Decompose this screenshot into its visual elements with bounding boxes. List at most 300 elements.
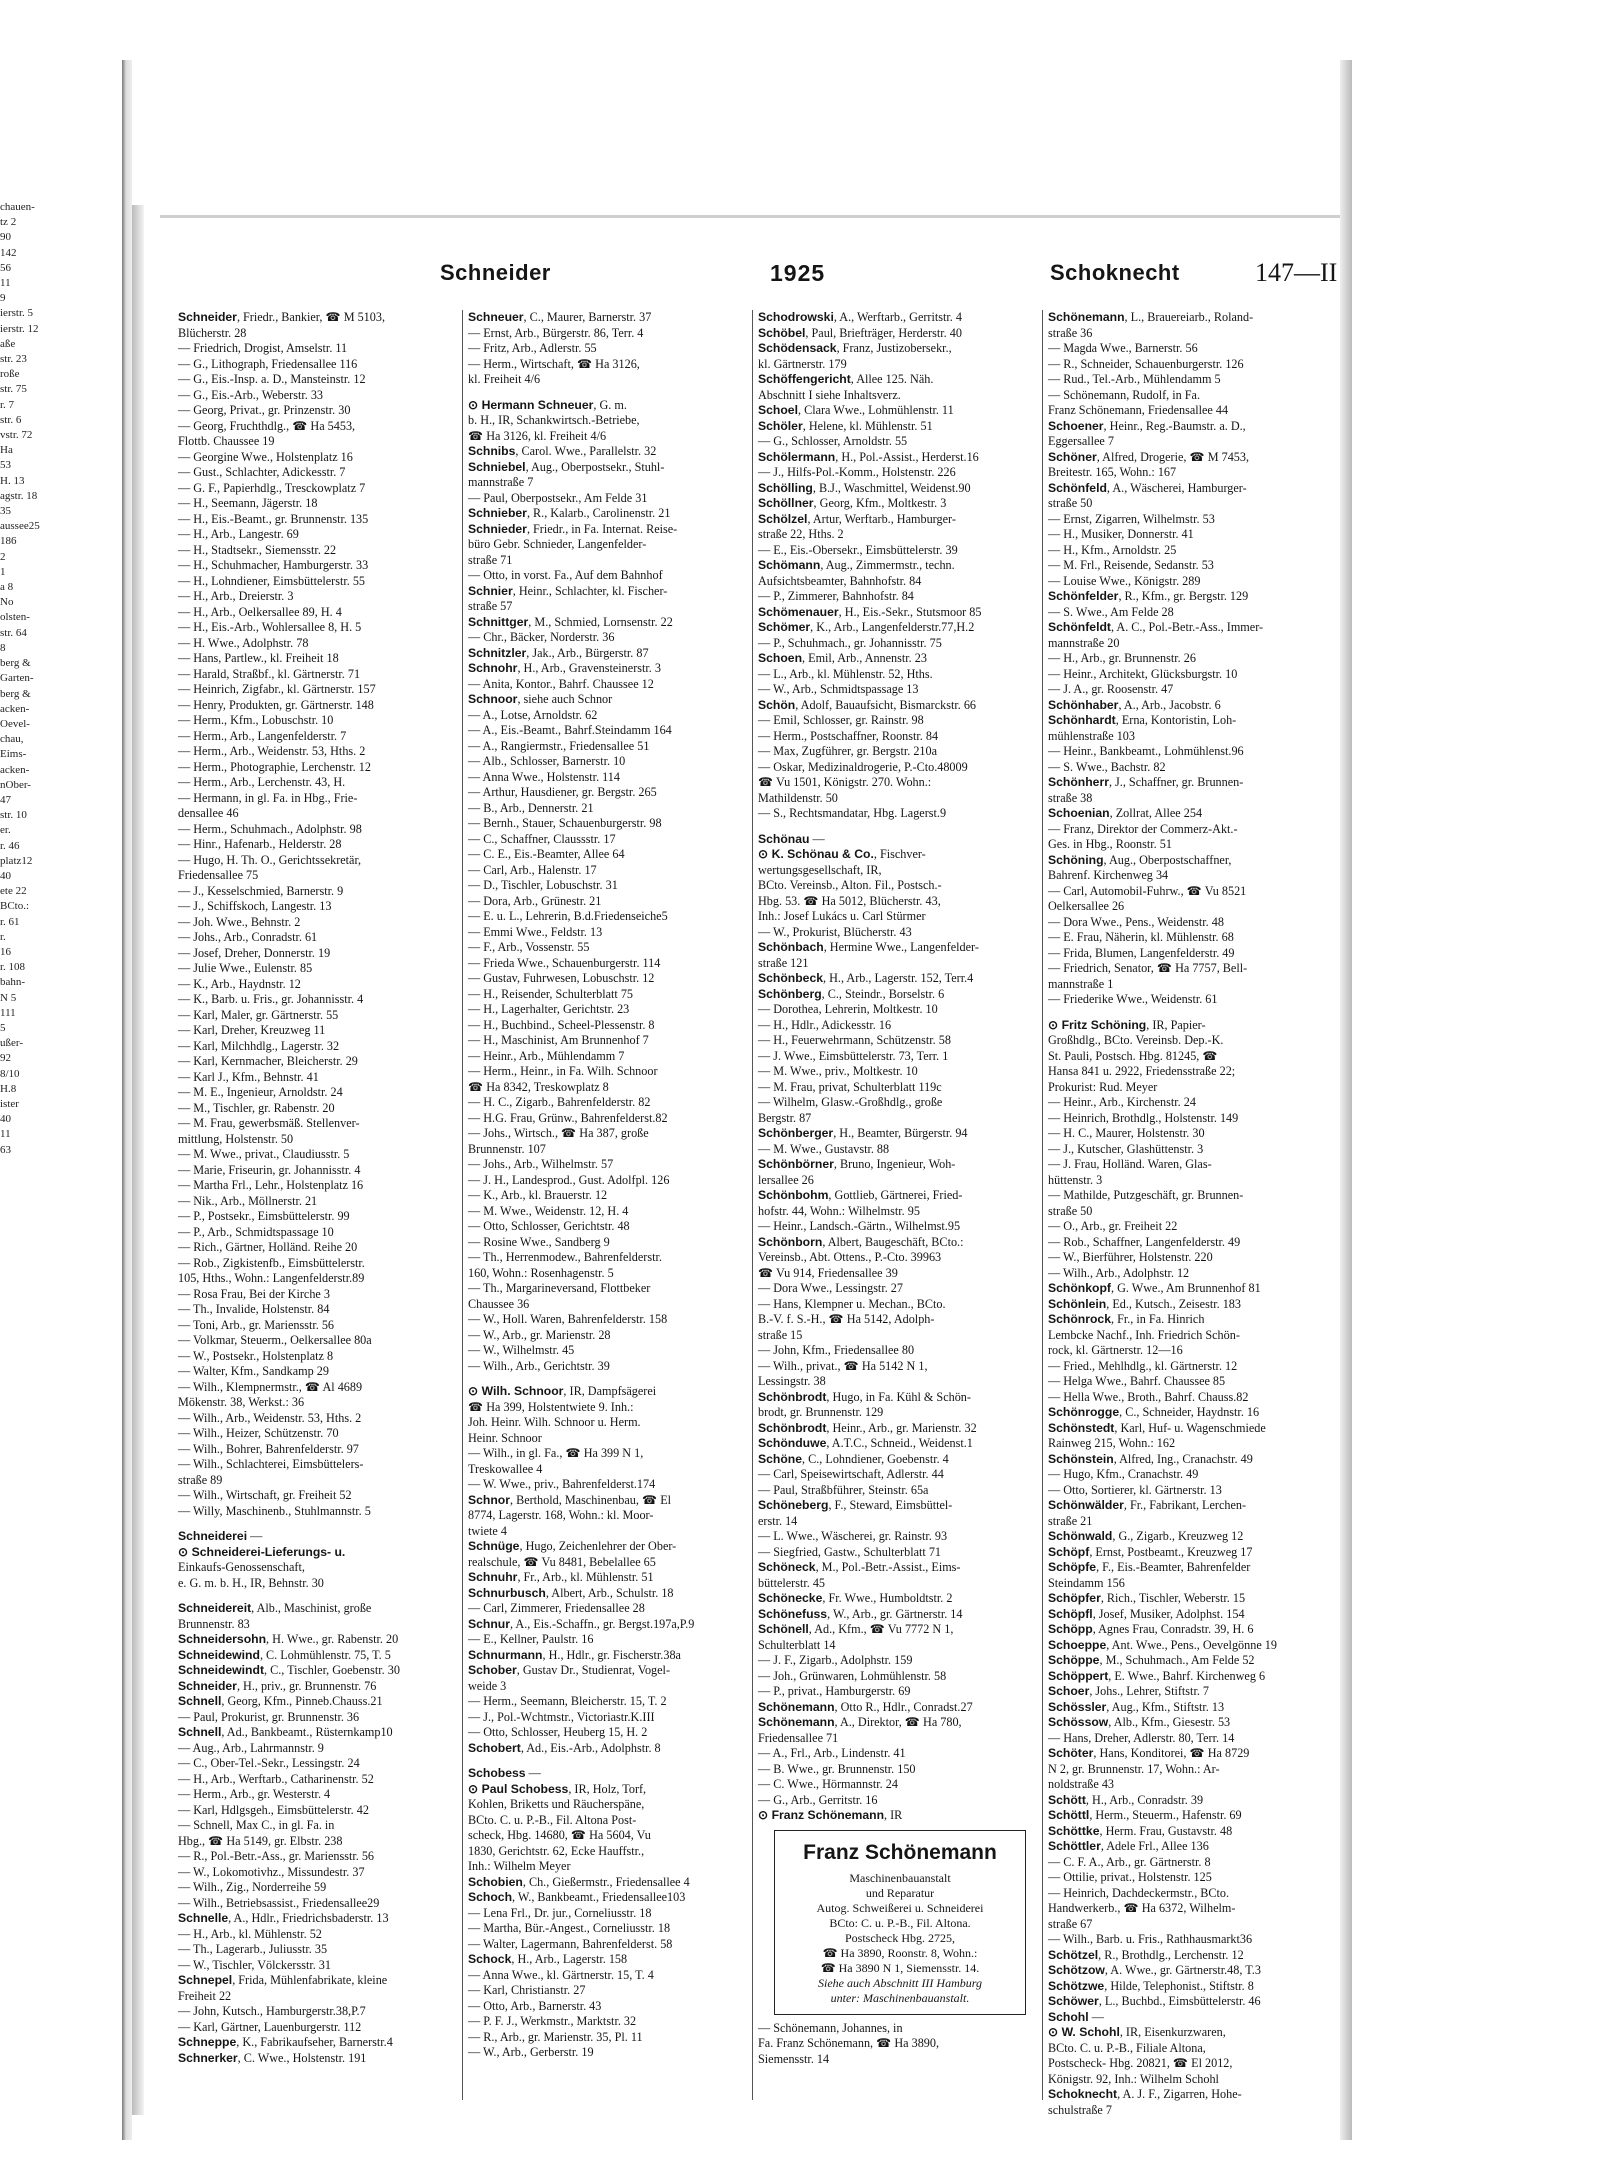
directory-entry: noldstraße 43: [1048, 1777, 1115, 1791]
directory-entry: Schnurmann, H., Hdlr., gr. Fischerstr.38a: [468, 1647, 681, 1662]
directory-entry: — Hugo, H. Th. O., Gerichtssekretär,: [178, 852, 362, 867]
directory-entry: — H., Lagerhalter, Gerichtstr. 23: [468, 1002, 630, 1016]
directory-entry: Abschnitt I siehe Inhaltsverz.: [758, 387, 901, 402]
directory-entry: — Gust., Schlachter, Adickesstr. 7: [178, 465, 346, 479]
directory-entry: schulstraße 7: [1048, 2102, 1112, 2117]
directory-entry: ☎ Ha 399, Holstentwiete 9. Inh.:: [468, 1399, 634, 1414]
prev-page-line: Garten-: [0, 672, 34, 685]
directory-entry: — Wilh., Zig., Norderreihe 59: [178, 1880, 327, 1894]
directory-entry: — M. E., Ingenieur, Arnoldstr. 24: [178, 1085, 343, 1099]
directory-entry: — H., Eis.-Beamt., gr. Brunnenstr. 135: [178, 511, 369, 526]
directory-entry: — W., Holl. Waren, Bahrenfelderstr. 158: [468, 1312, 668, 1326]
directory-entry: — B., Arb., Dennerstr. 21: [468, 800, 594, 815]
directory-entry: Schober, Gustav Dr., Studienrat, Vogel-: [468, 1663, 670, 1677]
directory-entry: — G., Schlosser, Arnoldstr. 55: [758, 434, 908, 448]
directory-entry: — O., Arb., gr. Freiheit 22: [1048, 1219, 1178, 1233]
directory-entry: — Wilh., Betriebsassist., Friedensallee29: [178, 1895, 380, 1910]
directory-entry: — John, Kfm., Friedensallee 80: [758, 1343, 915, 1357]
directory-entry: — H., Arb., Werftarb., Catharinenstr. 52: [178, 1771, 374, 1786]
directory-entry: — Franz, Direktor der Commerz-Akt.-: [1048, 821, 1238, 836]
column-divider: [1042, 310, 1043, 2100]
directory-entry: wertungsgesellschaft, IR,: [758, 862, 882, 877]
directory-entry: Mökenstr. 38, Werkst.: 36: [178, 1395, 305, 1409]
directory-entry: — Volkmar, Steuerm., Oelkersallee 80a: [178, 1333, 372, 1347]
directory-entry: weide 3: [468, 1678, 507, 1693]
directory-entry: — F., Arb., Vossenstr. 55: [468, 940, 590, 954]
directory-entry: — H., Buchbind., Scheel-Plessenstr. 8: [468, 1017, 655, 1032]
directory-entry: — Herm., Seemann, Bleicherstr. 15, T. 2: [468, 1694, 667, 1708]
directory-entry: ⊙ Hermann Schneuer, G. m.: [468, 397, 627, 412]
directory-entry: — Aug., Arb., Lahrmannstr. 9: [178, 1740, 324, 1755]
prev-page-line: 53: [0, 459, 11, 472]
prev-page-line: platz12: [0, 854, 33, 867]
directory-entry: — Nik., Arb., Möllnerstr. 21: [178, 1193, 318, 1208]
prev-page-line: tz 2: [0, 216, 17, 229]
directory-entry: — Julie Wwe., Eulenstr. 85: [178, 961, 313, 975]
directory-entry: twiete 4: [468, 1523, 507, 1538]
directory-entry: — Friederike Wwe., Weidenstr. 61: [1048, 992, 1218, 1006]
directory-entry: erstr. 14: [758, 1513, 798, 1528]
advertisement-line: Postscheck Hbg. 2725,: [845, 1930, 955, 1945]
directory-entry: Schönbrodt, Heinr., Arb., gr. Marienstr. 32: [758, 1420, 977, 1435]
directory-entry: — Wilh., Arb., Gerichtstr. 39: [468, 1358, 610, 1373]
directory-entry: Schodrowski, A., Werftarb., Gerritstr. 4: [758, 310, 962, 324]
entry-gap: [758, 822, 1036, 832]
directory-entry: — Anna Wwe., Holstenstr. 114: [468, 769, 620, 784]
directory-entry: mannstraße 1: [1048, 976, 1114, 991]
directory-entry: ⊙ K. Schönau & Co., Fischver-: [758, 847, 926, 861]
directory-entry: — Joh. Wwe., Behnstr. 2: [178, 914, 301, 929]
prev-page-line: 63: [0, 1143, 11, 1156]
directory-entry: straße 15: [758, 1327, 803, 1342]
directory-entry: — Emil, Schlosser, gr. Rainstr. 98: [758, 713, 924, 727]
prev-page-line: 56: [0, 261, 11, 274]
directory-entry: — H., Kfm., Arnoldstr. 25: [1048, 542, 1177, 557]
directory-entry: — Karl, Kernmacher, Bleicherstr. 29: [178, 1054, 358, 1068]
directory-entry: Schneidereit, Alb., Maschinist, große: [178, 1601, 372, 1615]
directory-entry: Bergstr. 87: [758, 1110, 812, 1125]
directory-entry: Schönhaber, A., Arb., Jacobstr. 6: [1048, 697, 1221, 712]
directory-entry: — Otto, in vorst. Fa., Auf dem Bahnhof: [468, 568, 663, 582]
directory-entry: — Herm., Arb., Lerchenstr. 43, H.: [178, 775, 346, 789]
directory-entry: — J., Hilfs-Pol.-Komm., Holstenstr. 226: [758, 465, 956, 479]
directory-entry: 160, Wohn.: Rosenhagenstr. 5: [468, 1265, 614, 1280]
directory-entry: — Ernst, Arb., Bürgerstr. 86, Terr. 4: [468, 325, 644, 340]
directory-entry: — Karl, Milchhdlg., Lagerstr. 32: [178, 1038, 340, 1053]
directory-entry: — G., Arb., Gerritstr. 16: [758, 1792, 878, 1807]
directory-entry: Schöpfl, Josef, Musiker, Adolphst. 154: [1048, 1606, 1245, 1621]
directory-entry: Schulterblatt 14: [758, 1637, 836, 1652]
prev-page-line: vstr. 72: [0, 429, 33, 442]
directory-entry: — Carl, Arb., Halenstr. 17: [468, 862, 597, 877]
directory-entry: Handwerkerb., ☎ Ha 6372, Wilhelm-: [1048, 1901, 1236, 1915]
advertisement-line: Siehe auch Abschnitt III Hamburg: [818, 1975, 982, 1990]
directory-entry: — Th., Invalide, Holstenstr. 84: [178, 1302, 330, 1316]
directory-entry: Prokurist: Rud. Meyer: [1048, 1079, 1158, 1094]
column-3: [758, 310, 1036, 2100]
directory-entry: — M. Wwe., Weidenstr. 12, H. 4: [468, 1203, 629, 1218]
column-2: [468, 310, 746, 2100]
directory-entry: Friedensallee 75: [178, 868, 259, 882]
directory-entry: straße 121: [758, 955, 809, 970]
directory-entry: Schöneck, M., Pol.-Betr.-Assist., Eims-: [758, 1560, 961, 1574]
directory-entry: — Heinr., Arb., Kirchenstr. 24: [1048, 1095, 1196, 1109]
prev-page-line: N 5: [0, 991, 17, 1004]
directory-entry: ⊙ Schneiderei-Lieferungs- u.: [178, 1544, 346, 1559]
directory-entry: — Karl, Christianstr. 27: [468, 1983, 586, 1997]
directory-entry: — W., Bierführer, Holstenstr. 220: [1048, 1250, 1213, 1264]
directory-entry: Schöttl, Herm., Steuerm., Hafenstr. 69: [1048, 1808, 1242, 1822]
entry-gap: [1048, 1008, 1326, 1018]
directory-entry: straße 21: [1048, 1513, 1093, 1528]
directory-entry: — Bernh., Stauer, Schauenburgerstr. 98: [468, 816, 662, 830]
directory-entry: e. G. m. b. H., IR, Behnstr. 30: [178, 1575, 324, 1590]
directory-entry: Bahrenf. Kirchenweg 34: [1048, 868, 1169, 882]
directory-entry: Schock, H., Arb., Lagerstr. 158: [468, 1952, 628, 1966]
previous-page-fragment: [0, 200, 122, 2160]
prev-page-line: 90: [0, 231, 11, 244]
directory-entry: hüttenstr. 3: [1048, 1172, 1103, 1187]
directory-entry: — J. Wwe., Eimsbüttelerstr. 73, Terr. 1: [758, 1048, 949, 1063]
directory-entry: Schönkopf, G. Wwe., Am Brunnenhof 81: [1048, 1281, 1261, 1295]
directory-entry: Schöttler, Adele Frl., Allee 136: [1048, 1839, 1209, 1853]
advertisement-line: BCto: C. u. P.-B., Fil. Altona.: [829, 1915, 971, 1930]
directory-entry: Joh. Heinr. Wilh. Schnoor u. Herm.: [468, 1415, 641, 1429]
directory-entry: — G., Eis.-Insp. a. D., Mansteinstr. 12: [178, 372, 366, 386]
directory-entry: Brunnenstr. 107: [468, 1141, 546, 1156]
directory-entry: — Hans, Dreher, Adlerstr. 80, Terr. 14: [1048, 1730, 1235, 1745]
directory-entry: — H., Reisender, Schulterblatt 75: [468, 986, 634, 1001]
directory-entry: Schneider, Friedr., Bankier, ☎ M 5103,: [178, 310, 386, 324]
directory-entry: — Rud., Tel.-Arb., Mühlendamm 5: [1048, 372, 1221, 386]
directory-entry: — B. Wwe., gr. Brunnenstr. 150: [758, 1761, 916, 1776]
directory-entry: — Th., Lagerarb., Juliusstr. 35: [178, 1942, 328, 1956]
directory-entry: — Dora, Arb., Grünestr. 21: [468, 893, 602, 908]
directory-columns: [178, 310, 1338, 2117]
directory-entry: Schönfelder, R., Kfm., gr. Bergstr. 129: [1048, 589, 1249, 603]
directory-entry: Rainweg 215, Wohn.: 162: [1048, 1436, 1176, 1450]
directory-entry: — Carl, Zimmerer, Friedensallee 28: [468, 1601, 645, 1615]
directory-entry: Schöner, Alfred, Drogerie, ☎ M 7453,: [1048, 449, 1250, 464]
directory-entry: Hbg. 53. ☎ Ha 5012, Blücherstr. 43,: [758, 893, 941, 908]
directory-entry: — Oskar, Medizinaldrogerie, P.-Cto.48009: [758, 759, 968, 774]
directory-entry: Schötzwe, Hilde, Telephonist., Stiftstr. 8: [1048, 1978, 1254, 1993]
column-4: [1048, 310, 1326, 2117]
directory-entry: Schönemann, L., Brauereiarb., Roland-: [1048, 310, 1254, 324]
prev-page-line: No: [0, 596, 14, 609]
entry-gap: [468, 1374, 746, 1384]
directory-entry: Schönwälder, Fr., Fabrikant, Lerchen-: [1048, 1498, 1247, 1512]
directory-entry: rock, kl. Gärtnerstr. 12—16: [1048, 1343, 1183, 1357]
prev-page-line: str. 6: [0, 413, 22, 426]
directory-entry: Schönbörner, Bruno, Ingenieur, Woh-: [758, 1157, 956, 1171]
directory-entry: Schoknecht, A. J. F., Zigarren, Hohe-: [1048, 2087, 1242, 2101]
directory-entry: densallee 46: [178, 806, 239, 820]
directory-entry: 105, Hths., Wohn.: Langenfelderstr.89: [178, 1271, 365, 1285]
directory-entry: — A., Frl., Arb., Lindenstr. 41: [758, 1746, 906, 1760]
directory-entry: Schnitzler, Jak., Arb., Bürgerstr. 87: [468, 645, 649, 660]
directory-entry: Schobert, Ad., Eis.-Arb., Adolphstr. 8: [468, 1740, 661, 1755]
directory-entry: — Karl, Hdlgsgeh., Eimsbüttelerstr. 42: [178, 1802, 369, 1817]
directory-entry: — W., Arb., Gerberstr. 19: [468, 2045, 594, 2059]
directory-entry: brodt, gr. Brunnenstr. 129: [758, 1405, 884, 1419]
directory-entry: Schohl —: [1048, 2009, 1104, 2024]
advertisement-title: Franz Schönemann: [803, 1840, 997, 1864]
directory-entry: — Fritz, Arb., Adlerstr. 55: [468, 341, 597, 355]
directory-entry: Schöpfer, Rich., Tischler, Weberstr. 15: [1048, 1591, 1246, 1605]
page-edge-right: [1340, 60, 1352, 2140]
header-page-number: 147—II: [1255, 258, 1338, 287]
column-divider: [462, 310, 463, 2100]
directory-entry: — J. A., gr. Roosenstr. 47: [1048, 682, 1174, 696]
directory-entry: Schössler, Aug., Kfm., Stiftstr. 13: [1048, 1699, 1225, 1714]
directory-entry: — R., Schneider, Schauenburgerstr. 126: [1048, 356, 1244, 371]
directory-entry: Schöpfe, F., Eis.-Beamter, Bahrenfelder: [1048, 1560, 1251, 1574]
directory-entry: Ges. in Hbg., Roonstr. 51: [1048, 837, 1172, 851]
directory-entry: — W., Lokomotivhz., Missundestr. 37: [178, 1864, 365, 1879]
directory-entry: — Martha Frl., Lehr., Holstenplatz 16: [178, 1178, 364, 1192]
prev-page-line: Ha: [0, 444, 13, 457]
directory-entry: — M. Wwe., priv., Moltkestr. 10: [758, 1064, 918, 1078]
directory-entry: — D., Tischler, Lobuschstr. 31: [468, 878, 618, 892]
directory-entry: Schönrogge, C., Schneider, Haydnstr. 16: [1048, 1405, 1260, 1419]
directory-entry: Schönberger, H., Beamter, Bürgerstr. 94: [758, 1126, 968, 1140]
directory-entry: — Johs., Arb., Wilhelmstr. 57: [468, 1157, 614, 1171]
directory-entry: Schoch, W., Bankbeamt., Friedensallee103: [468, 1890, 686, 1904]
directory-entry: — A., Rangiermstr., Friedensallee 51: [468, 738, 650, 753]
directory-entry: — W., Tischler, Völckersstr. 31: [178, 1957, 331, 1972]
directory-entry: mannstraße 20: [1048, 635, 1120, 650]
directory-page: [160, 215, 1340, 2128]
directory-entry: Siemensstr. 14: [758, 2051, 830, 2066]
advertisement-box: [774, 1830, 1026, 2015]
directory-entry: Schoel, Clara Wwe., Lohmühlenstr. 11: [758, 403, 954, 417]
directory-entry: Schneider, H., priv., gr. Brunnenstr. 76: [178, 1678, 377, 1693]
advertisement-line: Maschinenbauanstalt: [849, 1870, 951, 1885]
directory-entry: — Hans, Partlew., kl. Freiheit 18: [178, 651, 339, 665]
directory-entry: — Th., Margarineversand, Flottbeker: [468, 1281, 651, 1295]
directory-entry: — Magda Wwe., Barnerstr. 56: [1048, 341, 1198, 355]
advertisement-line: Autog. Schweißerei u. Schneiderei: [816, 1900, 984, 1915]
directory-entry: — Hugo, Kfm., Cranachstr. 49: [1048, 1467, 1199, 1481]
directory-entry: — J., Kutscher, Glashüttenstr. 3: [1048, 1141, 1204, 1156]
directory-entry: — Herm., Kfm., Lobuschstr. 10: [178, 713, 334, 727]
directory-entry: Schnier, Heinr., Schlachter, kl. Fischer-: [468, 583, 668, 598]
directory-entry: Schöppert, E. Wwe., Bahrf. Kirchenweg 6: [1048, 1668, 1266, 1683]
directory-entry: — H., Eis.-Arb., Wohlersallee 8, H. 5: [178, 620, 362, 634]
directory-entry: Schönefuss, W., Arb., gr. Gärtnerstr. 14: [758, 1606, 963, 1621]
directory-entry: — H., Arb., Oelkersallee 89, H. 4: [178, 604, 342, 619]
directory-entry: ☎ Vu 1501, Königstr. 270. Wohn.:: [758, 775, 932, 789]
directory-entry: Schömer, K., Arb., Langenfelderstr.77,H.2: [758, 620, 975, 634]
prev-page-line: 111: [0, 1006, 16, 1019]
directory-entry: — Wilh., privat., ☎ Ha 5142 N 1,: [758, 1358, 928, 1373]
directory-entry: straße 36: [1048, 325, 1093, 340]
directory-entry: Fa. Franz Schönemann, ☎ Ha 3890,: [758, 2036, 940, 2050]
directory-entry: Schöneberg, F., Steward, Eimsbüttel-: [758, 1498, 953, 1512]
directory-entry: — Herm., Postschaffner, Roonstr. 84: [758, 728, 939, 743]
directory-entry: Schötzel, R., Brothdlg., Lerchenstr. 12: [1048, 1947, 1244, 1962]
directory-entry: — Ernst, Zigarren, Wilhelmstr. 53: [1048, 511, 1215, 526]
directory-entry: — Wilh., Bohrer, Bahrenfelderstr. 97: [178, 1441, 359, 1456]
directory-entry: — Carl, Speisewirtschaft, Adlerstr. 44: [758, 1467, 944, 1481]
directory-entry: — Georgine Wwe., Holstenplatz 16: [178, 449, 353, 464]
directory-entry: Schöpf, Ernst, Postbeamt., Kreuzweg 17: [1048, 1544, 1253, 1559]
directory-entry: — Heinrich, Zigfabr., kl. Gärtnerstr. 157: [178, 682, 376, 696]
prev-page-line: 9: [0, 292, 6, 305]
directory-entry: Brunnenstr. 83: [178, 1616, 250, 1631]
directory-entry: — Herm., Arb., Weidenstr. 53, Hths. 2: [178, 744, 366, 758]
advertisement-line: ☎ Ha 3890 N 1, Siemensstr. 14.: [820, 1960, 980, 1975]
directory-entry: — Wilh., Arb., Adolphstr. 12: [1048, 1265, 1190, 1280]
directory-entry: — Karl, Gärtner, Lauenburgerstr. 112: [178, 2019, 362, 2034]
directory-entry: Schneidewindt, C., Tischler, Goebenstr. 30: [178, 1663, 400, 1677]
advertisement-line: unter: Maschinenbauanstalt.: [830, 1990, 970, 2005]
prev-page-line: bahn-: [0, 976, 26, 989]
directory-entry: — C. F. A., Arb., gr. Gärtnerstr. 8: [1048, 1854, 1211, 1869]
directory-entry: Mathildenstr. 50: [758, 790, 838, 805]
directory-entry: Schöllner, Georg, Kfm., Moltkestr. 3: [758, 496, 947, 510]
directory-entry: — Otto, Arb., Barnerstr. 43: [468, 1998, 602, 2013]
directory-entry: Franz Schönemann, Friedensallee 44: [1048, 403, 1229, 417]
directory-entry: Schöne, C., Lohndiener, Goebenstr. 4: [758, 1451, 949, 1466]
directory-entry: — Friedrich, Drogist, Amselstr. 11: [178, 341, 348, 355]
directory-entry: — Carl, Automobil-Fuhrw., ☎ Vu 8521: [1048, 883, 1247, 898]
directory-entry: Friedensallee 71: [758, 1730, 839, 1745]
directory-entry: 8774, Lagerstr. 168, Wohn.: kl. Moor-: [468, 1508, 654, 1522]
directory-entry: — W., Prokurist, Blücherstr. 43: [758, 924, 912, 939]
directory-entry: — Frieda Wwe., Schauenburgerstr. 114: [468, 955, 661, 970]
directory-entry: — C., Ober-Tel.-Sekr., Lessingstr. 24: [178, 1756, 360, 1770]
directory-entry: — Karl, Maler, gr. Gärtnerstr. 55: [178, 1007, 339, 1022]
directory-entry: — M. Wwe., privat., Claudiusstr. 5: [178, 1147, 350, 1161]
prev-page-line: 16: [0, 945, 11, 958]
directory-entry: Schnelle, A., Hdlr., Friedrichsbaderstr. 13: [178, 1911, 389, 1925]
directory-entry: Schömann, Aug., Zimmermstr., techn.: [758, 558, 955, 572]
directory-entry: — P., Schuhmach., gr. Johannisstr. 75: [758, 635, 942, 650]
directory-entry: — Henry, Produkten, gr. Gärtnerstr. 148: [178, 697, 374, 712]
directory-entry: — Herm., Photographie, Lerchenstr. 12: [178, 759, 371, 774]
directory-entry: — H., Hdlr., Adickesstr. 16: [758, 1017, 892, 1032]
directory-entry: kl. Gärtnerstr. 179: [758, 356, 847, 371]
directory-entry: — Joh., Grünwaren, Lohmühlenstr. 58: [758, 1668, 947, 1683]
directory-entry: Schöning, Aug., Oberpostschaffner,: [1048, 852, 1232, 867]
directory-entry: — Wilh., Arb., Weidenstr. 53, Hths. 2: [178, 1410, 362, 1425]
header-year: 1925: [770, 260, 826, 286]
directory-entry: Schölzel, Artur, Werftarb., Hamburger-: [758, 511, 956, 526]
directory-entry: — J. F., Zigarb., Adolphstr. 159: [758, 1653, 913, 1667]
directory-entry: Königstr. 92, Inh.: Wilhelm Schohl: [1048, 2071, 1219, 2086]
directory-entry: — M., Tischler, gr. Rabenstr. 20: [178, 1100, 335, 1115]
directory-entry: — Heinrich, Dachdeckermstr., BCto.: [1048, 1885, 1230, 1900]
directory-entry: — Harald, Straßbf., kl. Gärtnerstr. 71: [178, 666, 361, 681]
directory-entry: Schöttke, Herm. Frau, Gustavstr. 48: [1048, 1823, 1233, 1838]
directory-entry: — Georg, Privat., gr. Prinzenstr. 30: [178, 403, 351, 417]
directory-entry: — John, Kutsch., Hamburgerstr.38,P.7: [178, 2004, 366, 2018]
directory-entry: Schönecke, Fr. Wwe., Humboldtstr. 2: [758, 1591, 953, 1605]
directory-entry: BCto. C. u. P.-B., Filiale Altona,: [1048, 2040, 1206, 2055]
directory-entry: straße 57: [468, 599, 513, 613]
directory-entry: — G., Eis.-Arb., Weberstr. 33: [178, 387, 324, 402]
directory-entry: — A., Lotse, Arnoldstr. 62: [468, 707, 598, 722]
directory-entry: — Mathilde, Putzgeschäft, gr. Brunnen-: [1048, 1188, 1244, 1202]
directory-entry: Aufsichtsbeamter, Bahnhofstr. 84: [758, 573, 922, 588]
directory-entry: — Schönemann, Johannes, in: [758, 2020, 903, 2035]
directory-entry: — Rich., Gärtner, Holländ. Reihe 20: [178, 1240, 358, 1254]
prev-page-line: roße: [0, 368, 20, 381]
directory-entry: Chaussee 36: [468, 1296, 530, 1311]
book-gutter: [122, 60, 132, 2140]
directory-entry: Schoener, Heinr., Reg.-Baumstr. a. D.,: [1048, 418, 1246, 433]
directory-entry: — Heinrich, Brothdlg., Holstenstr. 149: [1048, 1110, 1239, 1125]
directory-entry: ⊙ Franz Schönemann, IR: [758, 1808, 903, 1822]
directory-entry: — Wilhelm, Glasw.-Großhdlg., große: [758, 1095, 943, 1109]
directory-entry: realschule, ☎ Vu 8481, Bebelallee 65: [468, 1554, 656, 1569]
prev-page-line: 186: [0, 535, 17, 548]
directory-entry: Schönrock, Fr., in Fa. Hinrich: [1048, 1312, 1205, 1326]
prev-page-line: r. 61: [0, 915, 20, 928]
directory-entry: — Herm., Arb., gr. Westerstr. 4: [178, 1787, 331, 1801]
directory-entry: ⊙ Paul Schobess, IR, Holz, Torf,: [468, 1781, 647, 1796]
directory-entry: Lessingstr. 38: [758, 1374, 826, 1388]
directory-entry: Schnohr, H., Arb., Gravensteinerstr. 3: [468, 661, 661, 675]
directory-entry: Schnor, Berthold, Maschinenbau, ☎ El: [468, 1492, 672, 1507]
directory-entry: — Louise Wwe., Königstr. 289: [1048, 573, 1201, 588]
prev-page-line: aße: [0, 337, 16, 350]
directory-entry: — W., Postsekr., Holstenplatz 8: [178, 1348, 334, 1363]
directory-entry: mannstraße 7: [468, 475, 534, 489]
directory-entry: Schötzow, A. Wwe., gr. Gärtnerstr.48, T.3: [1048, 1963, 1261, 1977]
directory-entry: straße 22, Hths. 2: [758, 527, 844, 541]
prev-page-line: BCto.:: [0, 900, 30, 913]
directory-entry: straße 67: [1048, 1916, 1093, 1931]
directory-entry: Schnepel, Frida, Mühlenfabrikate, kleine: [178, 1973, 388, 1987]
directory-entry: Oelkersallee 26: [1048, 899, 1125, 913]
directory-entry: — H., Lohndiener, Eimsbüttelerstr. 55: [178, 573, 366, 588]
directory-entry: — Lena Frl., Dr. jur., Corneliusstr. 18: [468, 1905, 652, 1920]
directory-entry: — G., Lithograph, Friedensallee 116: [178, 356, 358, 371]
prev-page-line: 47: [0, 793, 11, 806]
directory-entry: büttelerstr. 45: [758, 1575, 826, 1590]
directory-entry: — H., Schuhmacher, Hamburgerstr. 33: [178, 558, 369, 572]
directory-entry: Inh.: Josef Lukács u. Carl Stürmer: [758, 909, 926, 923]
directory-entry: — Paul, Straßbführer, Steinstr. 65a: [758, 1482, 929, 1497]
directory-entry: BCto. Vereinsb., Alton. Fil., Postsch.-: [758, 878, 942, 892]
entry-gap: [178, 1519, 456, 1529]
directory-entry: Kohlen, Briketts und Räucherspäne,: [468, 1797, 645, 1811]
directory-entry: Schön, Adolf, Bauaufsicht, Bismarckstr. 66: [758, 697, 977, 712]
prev-page-line: r.: [0, 930, 6, 943]
directory-entry: — P., Arb., Schmidtspassage 10: [178, 1224, 334, 1239]
directory-entry: — Heinr., Landsch.-Gärtn., Wilhelmst.95: [758, 1219, 961, 1233]
directory-entry: — L., Arb., kl. Mühlenstr. 52, Hths.: [758, 666, 933, 681]
directory-entry: — Otto, Sortierer, kl. Gärtnerstr. 13: [1048, 1482, 1222, 1497]
directory-entry: — W., Arb., Schmidtspassage 13: [758, 682, 919, 696]
prev-page-line: berg &: [0, 657, 31, 670]
directory-entry: — W. Wwe., priv., Bahrenfelderst.174: [468, 1477, 656, 1491]
directory-entry: Schöwer, L., Buchbd., Eimsbüttelerstr. 46: [1048, 1994, 1261, 2008]
directory-entry: — H., Maschinist, Am Brunnenhof 7: [468, 1033, 649, 1047]
directory-entry: ⊙ Wilh. Schnoor, IR, Dampfsägerei: [468, 1384, 657, 1398]
directory-entry: N 2, gr. Brunnenstr. 17, Wohn.: Ar-: [1048, 1761, 1220, 1776]
directory-entry: — Heinr., Architekt, Glücksburgstr. 10: [1048, 666, 1238, 681]
directory-entry: Schössow, Alb., Kfm., Giesestr. 53: [1048, 1715, 1231, 1729]
directory-entry: Schneiderei —: [178, 1529, 263, 1543]
directory-entry: Schönfeld, A., Wäscherei, Hamburger-: [1048, 480, 1247, 495]
prev-page-line: 8: [0, 641, 6, 654]
directory-entry: Schönbrodt, Hugo, in Fa. Kühl & Schön-: [758, 1389, 971, 1404]
directory-entry: — Heinr., Arb., Mühlendamm 7: [468, 1048, 625, 1063]
